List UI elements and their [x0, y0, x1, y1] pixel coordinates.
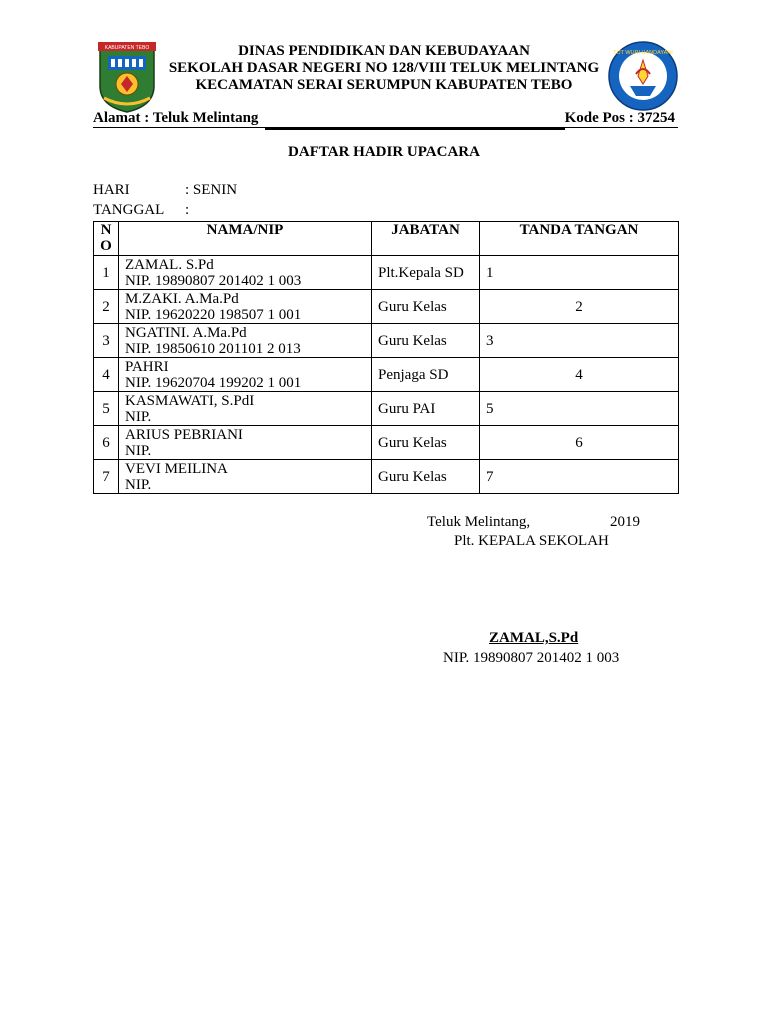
- tanggal-label: TANGGAL: [93, 202, 165, 218]
- nama-text: VEVI MEILINA: [125, 460, 228, 477]
- row-nama: [119, 358, 372, 392]
- header-nama: NAMA/NIP: [119, 222, 372, 256]
- row-no: 2: [94, 290, 119, 324]
- nama-text: ZAMAL. S.Pd: [125, 256, 214, 273]
- row-no: 5: [94, 392, 119, 426]
- hari-value: : SENIN: [185, 182, 238, 198]
- header-sekolah: SEKOLAH DASAR NEGERI NO 128/VIII TELUK MELINTANG: [168, 60, 600, 76]
- logo-right-text: TUT WURI HANDAYANI: [613, 50, 673, 56]
- header-jabatan: JABATAN: [372, 222, 480, 256]
- nip-text: NIP.: [125, 476, 152, 493]
- hari-label: HARI: [93, 182, 130, 198]
- row-ttd: 1: [480, 256, 679, 290]
- row-nama: [119, 426, 372, 460]
- row-ttd: 5: [480, 392, 679, 426]
- row-ttd: 4: [480, 358, 679, 392]
- tut-wuri-handayani-logo: [606, 40, 680, 112]
- table-header-row: [94, 222, 679, 256]
- nama-text: ARIUS PEBRIANI: [125, 426, 243, 443]
- nama-text: PAHRI: [125, 358, 169, 375]
- nip-text: NIP. 19850610 201101 2 013: [125, 340, 301, 357]
- row-jabatan: Guru Kelas: [372, 290, 480, 324]
- meta-tanggal: [93, 202, 189, 219]
- signature-position: Plt. KEPALA SEKOLAH: [454, 533, 609, 549]
- row-ttd: 6: [480, 426, 679, 460]
- row-nama: [119, 392, 372, 426]
- nip-text: NIP.: [125, 442, 152, 459]
- row-nama: [119, 290, 372, 324]
- row-no: 1: [94, 256, 119, 290]
- table-row: [94, 426, 679, 460]
- row-no: 4: [94, 358, 119, 392]
- nip-text: NIP.: [125, 408, 152, 425]
- nip-text: NIP. 19890807 201402 1 003: [125, 272, 302, 289]
- table-row: [94, 324, 679, 358]
- table-row: [94, 358, 679, 392]
- logo-left-banner: KABUPATEN TEBO: [104, 45, 150, 51]
- table-row: [94, 460, 679, 494]
- nama-text: M.ZAKI. A.Ma.Pd: [125, 290, 239, 307]
- row-no: 6: [94, 426, 119, 460]
- row-jabatan: Guru Kelas: [372, 426, 480, 460]
- signature-name: ZAMAL,S.Pd: [489, 630, 579, 646]
- alamat: Alamat : Teluk Melintang: [93, 110, 259, 126]
- row-no: 3: [94, 324, 119, 358]
- row-no: 7: [94, 460, 119, 494]
- table-row: [94, 256, 679, 290]
- kode-pos: Kode Pos : 37254: [564, 110, 675, 126]
- header-dinas: DINAS PENDIDIKAN DAN KEBUDAYAAN: [238, 43, 530, 59]
- header-divider-thick: [265, 127, 565, 130]
- row-jabatan: Guru Kelas: [372, 324, 480, 358]
- row-jabatan: Plt.Kepala SD: [372, 256, 480, 290]
- document-title: DAFTAR HADIR UPACARA: [288, 144, 480, 160]
- signature-year: 2019: [610, 514, 640, 530]
- row-ttd: 2: [480, 290, 679, 324]
- row-nama: [119, 256, 372, 290]
- table-row: [94, 290, 679, 324]
- header-kecamatan: KECAMATAN SERAI SERUMPUN KABUPATEN TEBO: [195, 77, 573, 93]
- row-jabatan: Guru Kelas: [372, 460, 480, 494]
- signature-nip: NIP. 19890807 201402 1 003: [443, 650, 620, 666]
- header-ttd: TANDA TANGAN: [480, 222, 679, 256]
- signature-place: Teluk Melintang,: [427, 514, 531, 530]
- nama-text: KASMAWATI, S.PdI: [125, 392, 255, 409]
- row-nama: [119, 324, 372, 358]
- nama-text: NGATINI. A.Ma.Pd: [125, 324, 247, 341]
- row-jabatan: Guru PAI: [372, 392, 480, 426]
- attendance-table: [93, 221, 679, 494]
- meta-hari: [93, 182, 237, 199]
- header-no: N O: [94, 222, 119, 256]
- kabupaten-tebo-logo: [94, 40, 160, 114]
- nip-text: NIP. 19620220 198507 1 001: [125, 306, 302, 323]
- tanggal-value: :: [185, 202, 190, 218]
- row-ttd: 3: [480, 324, 679, 358]
- nip-text: NIP. 19620704 199202 1 001: [125, 374, 302, 391]
- row-jabatan: Penjaga SD: [372, 358, 480, 392]
- row-nama: [119, 460, 372, 494]
- table-row: [94, 392, 679, 426]
- row-ttd: 7: [480, 460, 679, 494]
